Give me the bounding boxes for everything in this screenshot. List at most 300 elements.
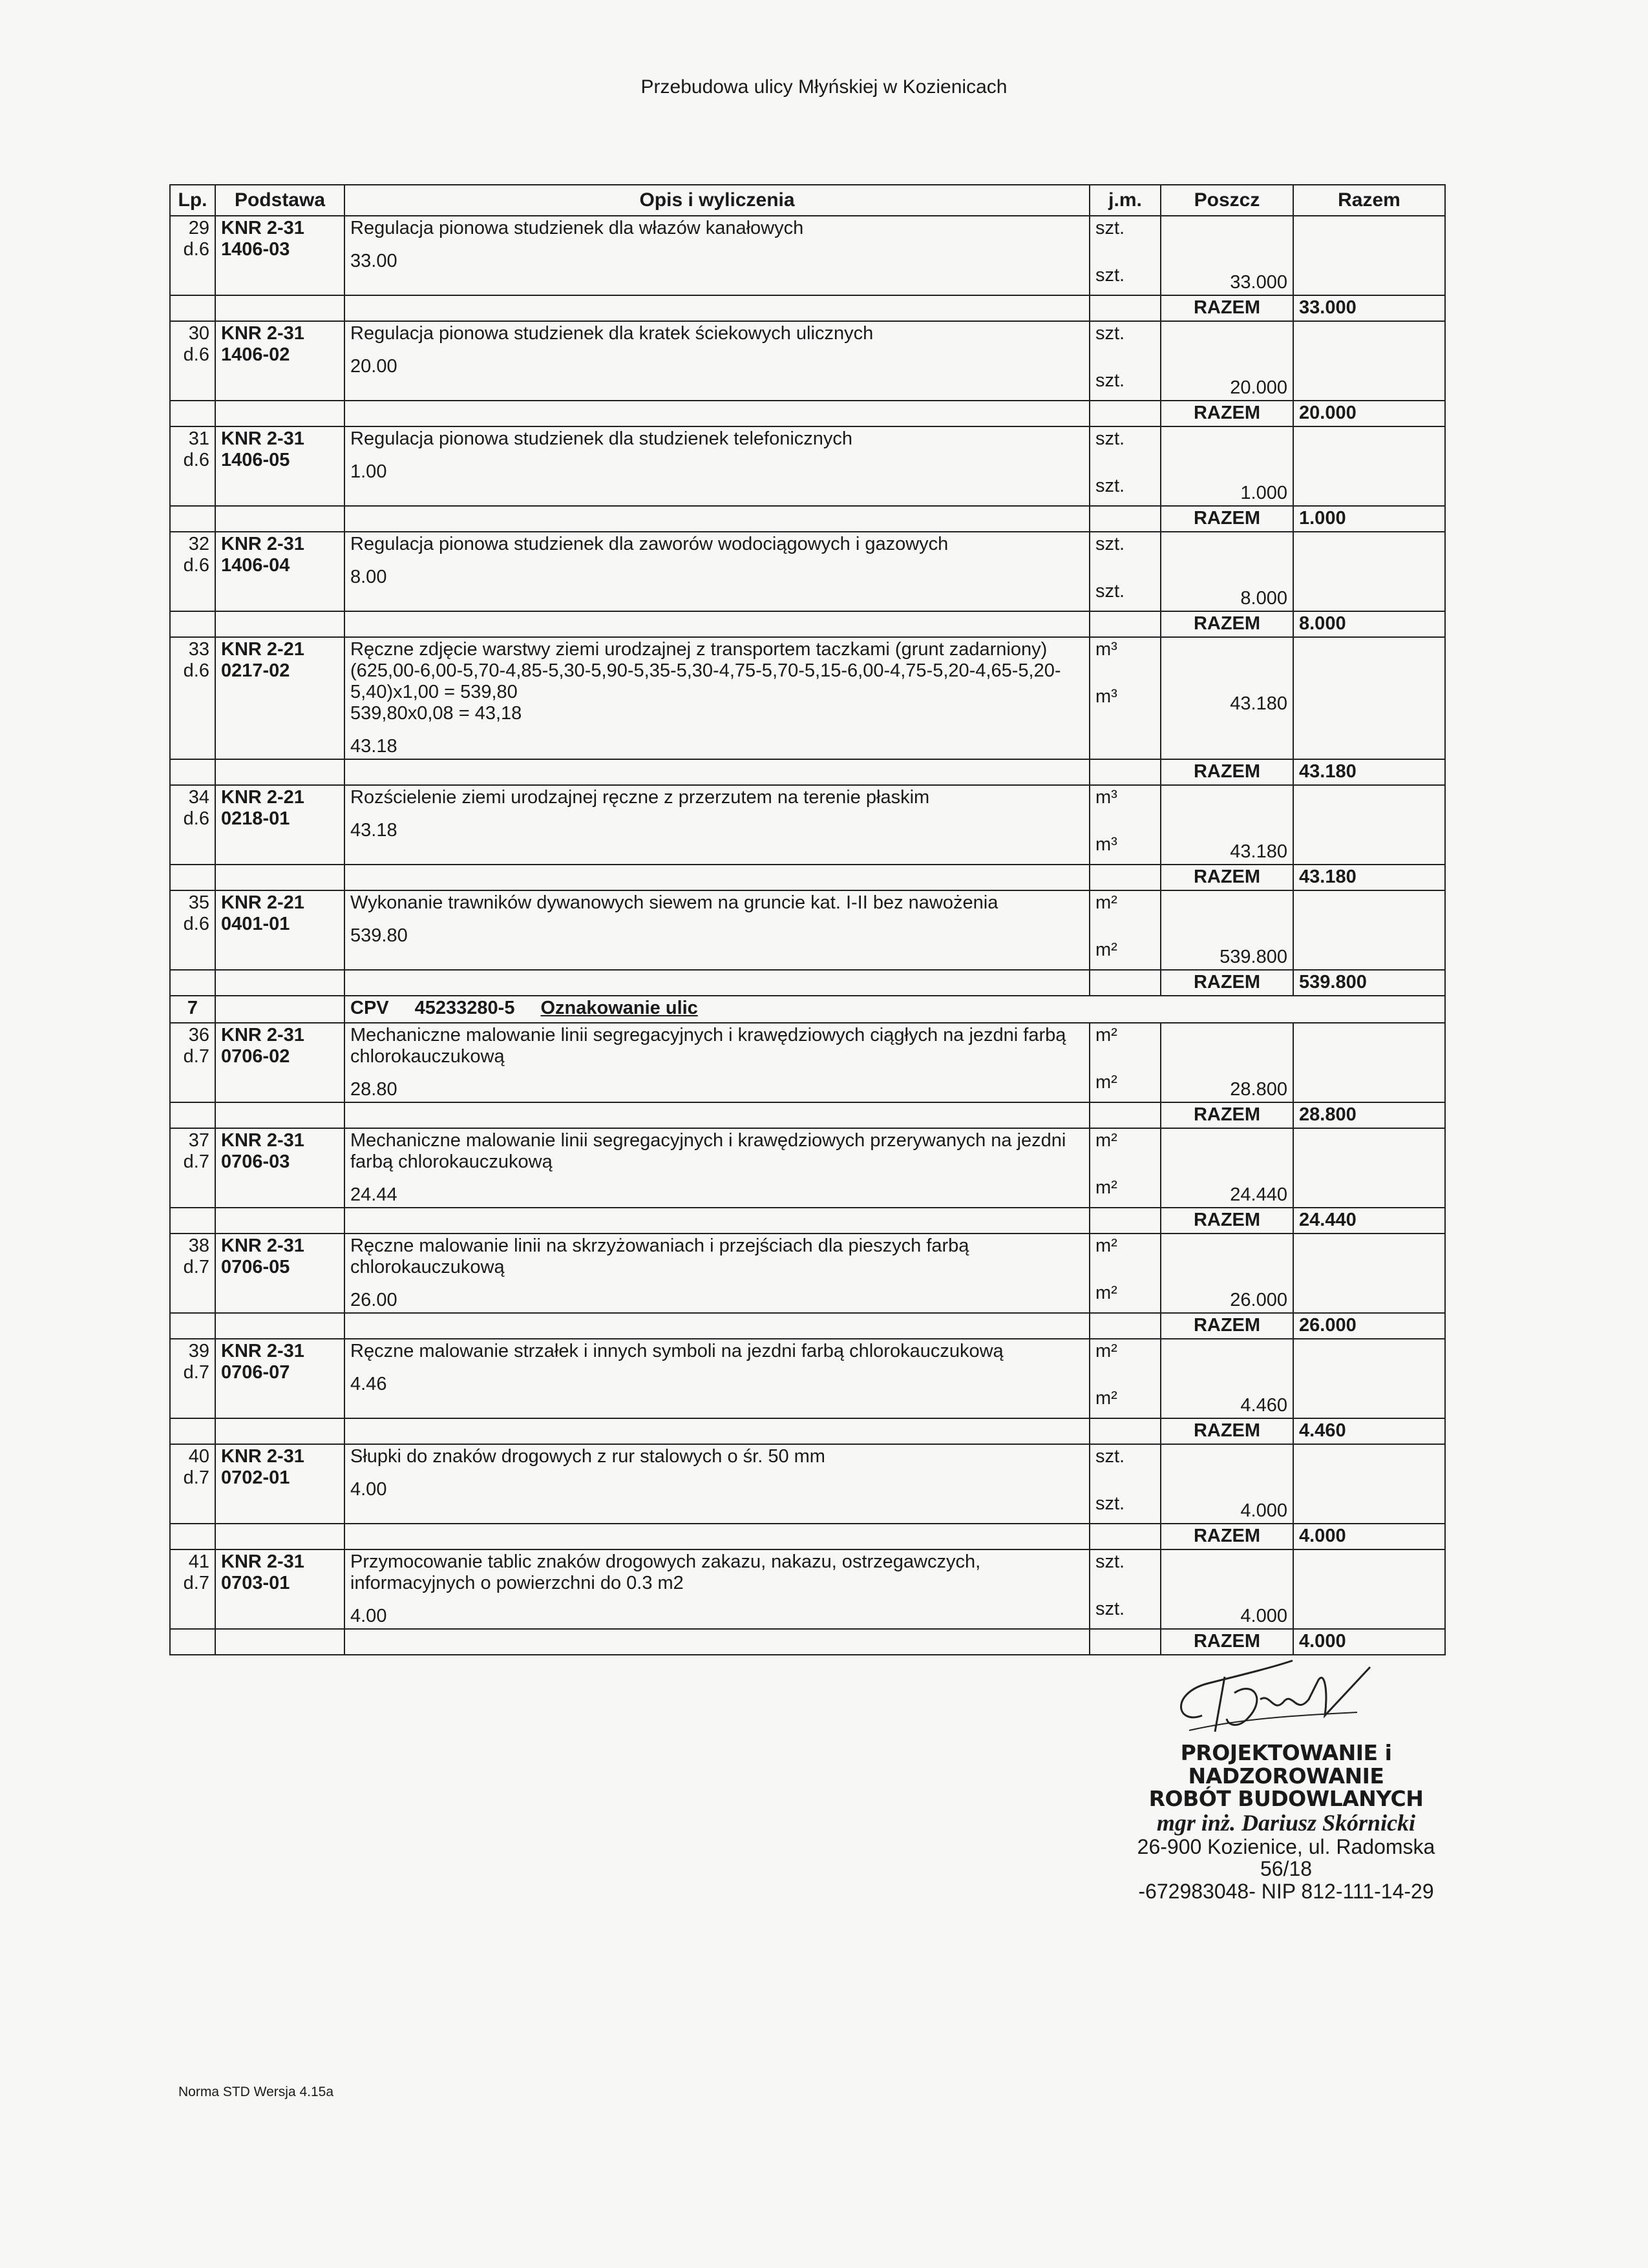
item-total: 4.000 [1293, 1629, 1445, 1655]
table-row [170, 1128, 1445, 1208]
sum-cell-empty [344, 506, 1090, 532]
catalog-position: 1406-03 [221, 239, 290, 260]
sum-cell-empty [170, 1313, 215, 1339]
total-cell-empty [1293, 1023, 1445, 1102]
sum-cell-empty [1090, 295, 1161, 321]
quantity-cell [1161, 1128, 1293, 1208]
stamp-line-3: mgr inż. Dariusz Skórnicki [1156, 1809, 1416, 1836]
catalog-position: 0401-01 [221, 914, 290, 934]
sum-row [170, 1102, 1445, 1128]
item-section: d.7 [183, 1467, 209, 1488]
catalog-code: KNR 2-31 [221, 428, 304, 449]
item-section: d.6 [183, 344, 209, 365]
unit: szt. [1095, 370, 1125, 391]
estimate-table [169, 184, 1446, 1655]
unit: szt. [1095, 1493, 1125, 1514]
total-cell-empty [1293, 637, 1445, 759]
catalog-code: KNR 2-21 [221, 787, 304, 808]
item-number: 34 [188, 787, 209, 808]
sum-cell-empty [170, 759, 215, 785]
table-row [170, 785, 1445, 865]
item-quantity-line: 20.00 [350, 356, 397, 377]
unit: m² [1095, 1130, 1117, 1151]
sum-cell-empty [215, 1313, 344, 1339]
item-quantity-line: 33.00 [350, 251, 397, 271]
sum-cell-empty [215, 759, 344, 785]
unit: m³ [1095, 834, 1117, 855]
base-cell [215, 532, 344, 611]
header-lp: Lp. [170, 185, 215, 216]
total-cell-empty [1293, 1444, 1445, 1524]
lp-cell [170, 321, 215, 401]
item-description: Ręczne zdjęcie warstwy ziemi urodzajnej z transportem taczkami (grunt zadarniony) [350, 639, 1048, 660]
item-section: d.7 [183, 1046, 209, 1067]
item-description: Słupki do znaków drogowych z rur stalowych o śr. 50 mm [350, 1446, 825, 1467]
sum-cell-empty [1090, 1208, 1161, 1234]
base-cell [215, 1128, 344, 1208]
catalog-code: KNR 2-31 [221, 323, 304, 344]
header-qty: Poszcz [1161, 185, 1293, 216]
sum-cell-empty [344, 1313, 1090, 1339]
item-quantity-line: 539.80 [350, 925, 408, 946]
sum-cell-empty [344, 759, 1090, 785]
table-row [170, 890, 1445, 970]
lp-cell [170, 426, 215, 506]
item-number: 31 [188, 428, 209, 449]
item-quantity-line: 8.00 [350, 567, 387, 587]
base-cell [215, 216, 344, 295]
table-row [170, 1339, 1445, 1418]
sum-cell-empty [215, 611, 344, 637]
section-group [170, 996, 1445, 1023]
unit-cell [1090, 321, 1161, 401]
item-section: d.6 [183, 555, 209, 576]
unit: szt. [1095, 265, 1125, 286]
lp-cell [170, 1234, 215, 1313]
sum-row [170, 1208, 1445, 1234]
table-row [170, 532, 1445, 611]
sum-label: RAZEM [1161, 865, 1293, 890]
item-section: d.7 [183, 1257, 209, 1277]
unit-cell [1090, 1549, 1161, 1629]
item-total: 539.800 [1293, 970, 1445, 996]
catalog-position: 0217-02 [221, 660, 290, 681]
total-cell-empty [1293, 1128, 1445, 1208]
item-total: 43.180 [1293, 759, 1445, 785]
lp-cell [170, 532, 215, 611]
unit: m³ [1095, 686, 1117, 707]
catalog-code: KNR 2-31 [221, 1130, 304, 1151]
item-total: 4.000 [1293, 1524, 1445, 1549]
total-cell-empty [1293, 1339, 1445, 1418]
sum-cell-empty [170, 1418, 215, 1444]
item-quantity: 26.000 [1230, 1290, 1287, 1310]
item-total: 1.000 [1293, 506, 1445, 532]
sum-label: RAZEM [1161, 611, 1293, 637]
base-cell [215, 890, 344, 970]
item-quantity-line: 1.00 [350, 461, 387, 482]
unit: m³ [1095, 787, 1117, 808]
sum-cell-empty [215, 1208, 344, 1234]
sum-row [170, 1524, 1445, 1549]
unit: szt. [1095, 581, 1125, 602]
description-cell [344, 890, 1090, 970]
item-description: Mechaniczne malowanie linii segregacyjnych i krawędziowych przerywanych na jezdni farbą chlorokauczukową [350, 1130, 1066, 1172]
item-number: 29 [188, 218, 209, 238]
sum-cell-empty [215, 1629, 344, 1655]
sum-cell-empty [344, 1102, 1090, 1128]
item-total: 4.460 [1293, 1418, 1445, 1444]
unit: szt. [1095, 1446, 1125, 1467]
unit: m² [1095, 1388, 1117, 1409]
item-quantity: 4.000 [1240, 1606, 1287, 1626]
sum-cell-empty [344, 295, 1090, 321]
unit: m³ [1095, 639, 1117, 660]
item-number: 35 [188, 892, 209, 913]
sum-row [170, 1629, 1445, 1655]
item-number: 30 [188, 323, 209, 344]
unit: m² [1095, 1177, 1117, 1198]
sum-cell-empty [215, 970, 344, 996]
item-number: 32 [188, 534, 209, 554]
item-total: 43.180 [1293, 865, 1445, 890]
sum-label: RAZEM [1161, 295, 1293, 321]
sum-cell-empty [170, 295, 215, 321]
stamp-line-4: 26-900 Kozienice, ul. Radomska 56/18 [1137, 1834, 1435, 1881]
unit: m² [1095, 1341, 1117, 1361]
sum-cell-empty [170, 506, 215, 532]
sum-cell-empty [344, 611, 1090, 637]
sum-cell-empty [1090, 1313, 1161, 1339]
unit: szt. [1095, 218, 1125, 238]
total-cell-empty [1293, 1234, 1445, 1313]
item-number: 38 [188, 1235, 209, 1256]
item-number: 41 [188, 1551, 209, 1572]
sum-row [170, 506, 1445, 532]
sum-cell-empty [215, 295, 344, 321]
sum-cell-empty [170, 970, 215, 996]
catalog-code: KNR 2-31 [221, 1235, 304, 1256]
unit: m² [1095, 892, 1117, 913]
unit: m² [1095, 1072, 1117, 1093]
sum-cell-empty [1090, 506, 1161, 532]
unit: szt. [1095, 1551, 1125, 1572]
total-cell-empty [1293, 1549, 1445, 1629]
sum-cell-empty [1090, 1524, 1161, 1549]
item-quantity-line: 26.00 [350, 1290, 397, 1310]
description-cell [344, 1128, 1090, 1208]
quantity-cell [1161, 1234, 1293, 1313]
unit: szt. [1095, 534, 1125, 554]
catalog-code: KNR 2-31 [221, 534, 304, 554]
quantity-cell [1161, 321, 1293, 401]
description-cell [344, 1339, 1090, 1418]
sum-cell-empty [215, 1102, 344, 1128]
item-total: 24.440 [1293, 1208, 1445, 1234]
stamp-line-5: -672983048- NIP 812-111-14-29 [1138, 1879, 1434, 1903]
catalog-position: 0706-05 [221, 1257, 290, 1277]
item-section: d.6 [183, 808, 209, 829]
sum-label: RAZEM [1161, 970, 1293, 996]
unit: m² [1095, 1025, 1117, 1045]
sum-row [170, 1313, 1445, 1339]
item-quantity-line: 43.18 [350, 736, 397, 757]
unit-cell [1090, 785, 1161, 865]
unit: m² [1095, 940, 1117, 960]
total-cell-empty [1293, 216, 1445, 295]
table-row [170, 1234, 1445, 1313]
sum-cell-empty [344, 1524, 1090, 1549]
sum-label: RAZEM [1161, 1418, 1293, 1444]
footer-note: Norma STD Wersja 4.15a [178, 2084, 334, 2099]
item-description: Przymocowanie tablic znaków drogowych zakazu, nakazu, ostrzegawczych, informacyjnych o powierzchni do 0.3 m2 [350, 1551, 981, 1593]
unit-cell [1090, 1339, 1161, 1418]
item-quantity-line: 4.00 [350, 1606, 387, 1626]
total-cell-empty [1293, 890, 1445, 970]
stamp-line-1: PROJEKTOWANIE i NADZOROWANIE [1180, 1740, 1392, 1789]
sum-cell-empty [215, 506, 344, 532]
item-total: 20.000 [1293, 401, 1445, 426]
item-total: 26.000 [1293, 1313, 1445, 1339]
item-section: d.6 [183, 239, 209, 260]
item-number: 37 [188, 1130, 209, 1151]
stamp-line-2: ROBÓT BUDOWLANYCH [1148, 1786, 1424, 1812]
item-quantity: 4.000 [1240, 1500, 1287, 1521]
sum-label: RAZEM [1161, 401, 1293, 426]
unit-cell [1090, 1128, 1161, 1208]
catalog-code: KNR 2-31 [221, 1446, 304, 1467]
item-description: Regulacja pionowa studzienek dla zaworów wodociągowych i gazowych [350, 534, 949, 554]
section-number: 7 [170, 996, 215, 1023]
items-group-7 [170, 1023, 1445, 1655]
company-stamp [1112, 1741, 1461, 1902]
description-cell [344, 1444, 1090, 1524]
unit: m² [1095, 1283, 1117, 1303]
description-cell [344, 1234, 1090, 1313]
section-name: Oznakowanie ulic [540, 998, 698, 1018]
base-cell [215, 1549, 344, 1629]
catalog-position: 1406-04 [221, 555, 290, 576]
description-cell [344, 426, 1090, 506]
catalog-code: KNR 2-31 [221, 218, 304, 238]
unit-cell [1090, 1023, 1161, 1102]
lp-cell [170, 1444, 215, 1524]
catalog-position: 1406-05 [221, 450, 290, 470]
sum-cell-empty [1090, 759, 1161, 785]
table-row [170, 216, 1445, 295]
sum-cell-empty [1090, 1418, 1161, 1444]
base-cell [215, 785, 344, 865]
description-cell [344, 785, 1090, 865]
sum-cell-empty [170, 1208, 215, 1234]
unit: szt. [1095, 428, 1125, 449]
catalog-position: 0706-02 [221, 1046, 290, 1067]
item-quantity: 33.000 [1230, 272, 1287, 293]
item-quantity: 4.460 [1240, 1395, 1287, 1416]
sum-cell-empty [215, 1418, 344, 1444]
catalog-code: KNR 2-31 [221, 1551, 304, 1572]
catalog-position: 0702-01 [221, 1467, 290, 1488]
sum-row [170, 611, 1445, 637]
item-calculation: 539,80x0,08 = 43,18 [350, 703, 522, 724]
document-title: Przebudowa ulicy Młyńskiej w Kozienicach [640, 76, 1008, 98]
sum-row [170, 865, 1445, 890]
base-cell [215, 1023, 344, 1102]
description-cell [344, 1023, 1090, 1102]
item-quantity: 1.000 [1240, 483, 1287, 503]
sum-cell-empty [1090, 611, 1161, 637]
total-cell-empty [1293, 532, 1445, 611]
quantity-cell [1161, 1444, 1293, 1524]
sum-row [170, 1418, 1445, 1444]
table-row [170, 1023, 1445, 1102]
sum-label: RAZEM [1161, 1629, 1293, 1655]
item-section: d.7 [183, 1362, 209, 1383]
catalog-code: KNR 2-21 [221, 892, 304, 913]
item-description: Regulacja pionowa studzienek dla włazów kanałowych [350, 218, 804, 238]
item-quantity: 43.180 [1230, 841, 1287, 862]
item-quantity-line: 24.44 [350, 1184, 397, 1205]
catalog-position: 0706-03 [221, 1151, 290, 1172]
item-quantity: 20.000 [1230, 377, 1287, 398]
table-row [170, 1549, 1445, 1629]
unit-cell [1090, 1234, 1161, 1313]
quantity-cell [1161, 216, 1293, 295]
item-quantity: 43.180 [1230, 693, 1287, 714]
sum-cell-empty [170, 1524, 215, 1549]
item-section: d.6 [183, 450, 209, 470]
quantity-cell [1161, 1549, 1293, 1629]
section-row [170, 996, 1445, 1023]
total-cell-empty [1293, 785, 1445, 865]
item-quantity-line: 4.00 [350, 1479, 387, 1500]
sum-label: RAZEM [1161, 1102, 1293, 1128]
sum-row [170, 970, 1445, 996]
sum-cell-empty [344, 401, 1090, 426]
item-total: 28.800 [1293, 1102, 1445, 1128]
description-cell [344, 1549, 1090, 1629]
catalog-code: KNR 2-31 [221, 1025, 304, 1045]
sum-label: RAZEM [1161, 506, 1293, 532]
item-description: Regulacja pionowa studzienek dla kratek ściekowych ulicznych [350, 323, 874, 344]
catalog-position: 0703-01 [221, 1573, 290, 1593]
sum-cell-empty [170, 611, 215, 637]
sum-cell-empty [215, 401, 344, 426]
item-section: d.6 [183, 660, 209, 681]
unit-cell [1090, 216, 1161, 295]
base-cell [215, 321, 344, 401]
item-quantity-line: 4.46 [350, 1374, 387, 1394]
lp-cell [170, 1339, 215, 1418]
header-total: Razem [1293, 185, 1445, 216]
lp-cell [170, 1023, 215, 1102]
header-desc: Opis i wyliczenia [344, 185, 1090, 216]
lp-cell [170, 216, 215, 295]
sum-cell-empty [1090, 865, 1161, 890]
catalog-code: KNR 2-31 [221, 1341, 304, 1361]
unit-cell [1090, 1444, 1161, 1524]
sum-cell-empty [344, 1629, 1090, 1655]
description-cell [344, 532, 1090, 611]
lp-cell [170, 785, 215, 865]
item-number: 40 [188, 1446, 209, 1467]
table-row [170, 426, 1445, 506]
sum-cell-empty [344, 1208, 1090, 1234]
sum-cell-empty [170, 401, 215, 426]
sum-cell-empty [170, 865, 215, 890]
base-cell [215, 426, 344, 506]
unit: m² [1095, 1235, 1117, 1256]
item-quantity: 24.440 [1230, 1184, 1287, 1205]
sum-cell-empty [170, 1629, 215, 1655]
quantity-cell [1161, 426, 1293, 506]
quantity-cell [1161, 785, 1293, 865]
sum-cell-empty [344, 1418, 1090, 1444]
description-cell [344, 216, 1090, 295]
item-description: Ręczne malowanie strzałek i innych symboli na jezdni farbą chlorokauczukową [350, 1341, 1004, 1361]
unit: szt. [1095, 323, 1125, 344]
header-base: Podstawa [215, 185, 344, 216]
item-quantity: 8.000 [1240, 588, 1287, 609]
lp-cell [170, 637, 215, 759]
sum-label: RAZEM [1161, 1313, 1293, 1339]
item-description: Rozścielenie ziemi urodzajnej ręczne z przerzutem na terenie płaskim [350, 787, 930, 808]
items-group-6 [170, 216, 1445, 996]
unit: szt. [1095, 476, 1125, 496]
sum-row [170, 401, 1445, 426]
total-cell-empty [1293, 426, 1445, 506]
sum-cell-empty [1090, 401, 1161, 426]
description-cell [344, 321, 1090, 401]
sum-label: RAZEM [1161, 759, 1293, 785]
unit: szt. [1095, 1599, 1125, 1619]
lp-cell [170, 1549, 215, 1629]
unit-cell [1090, 637, 1161, 759]
section-code: CPV [350, 998, 389, 1018]
base-cell [215, 1234, 344, 1313]
table-row [170, 321, 1445, 401]
quantity-cell [1161, 890, 1293, 970]
item-quantity: 28.800 [1230, 1079, 1287, 1100]
sum-label: RAZEM [1161, 1208, 1293, 1234]
item-number: 39 [188, 1341, 209, 1361]
item-calculation: (625,00-6,00-5,70-4,85-5,30-5,90-5,35-5,30-4,75-5,70-5,15-6,00-4,75-5,20-4,65-5,20-5,40)x1,00 = 539,80 [350, 660, 1061, 702]
item-total: 8.000 [1293, 611, 1445, 637]
item-quantity: 539.800 [1220, 947, 1287, 967]
sum-label: RAZEM [1161, 1524, 1293, 1549]
sum-cell-empty [1090, 970, 1161, 996]
catalog-position: 0706-07 [221, 1362, 290, 1383]
lp-cell [170, 1128, 215, 1208]
catalog-position: 1406-02 [221, 344, 290, 365]
quantity-cell [1161, 1339, 1293, 1418]
sum-cell-empty [170, 1102, 215, 1128]
sum-cell-empty [344, 865, 1090, 890]
sum-row [170, 295, 1445, 321]
sum-cell-empty [215, 865, 344, 890]
item-number: 36 [188, 1025, 209, 1045]
section-cpv: 45233280-5 [414, 998, 515, 1018]
unit-cell [1090, 426, 1161, 506]
base-cell [215, 1444, 344, 1524]
description-cell [344, 637, 1090, 759]
unit-cell [1090, 890, 1161, 970]
base-cell [215, 637, 344, 759]
sum-cell-empty [215, 1524, 344, 1549]
item-description: Wykonanie trawników dywanowych siewem na gruncie kat. I-II bez nawożenia [350, 892, 998, 913]
item-section: d.7 [183, 1151, 209, 1172]
table-row [170, 1444, 1445, 1524]
